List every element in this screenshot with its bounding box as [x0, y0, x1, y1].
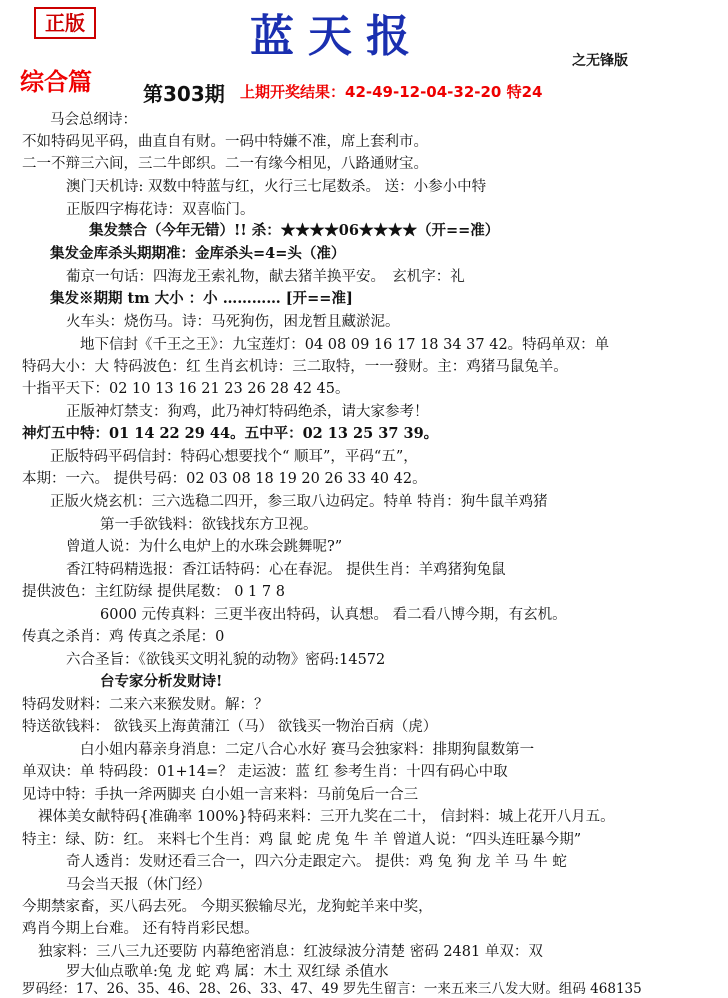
text-line: 澳门天机诗: 双数中特蓝与红，火行三七尾数杀。 送：小参小中特 [66, 179, 487, 195]
text-line: 马会总纲诗： [50, 112, 137, 128]
text-line: 火车头：烧伤马。诗：马死狗伤，困龙暂且藏淤泥。 [66, 314, 400, 330]
last-draw-result: 上期开奖结果：42-49-12-04-32-20 特24 [240, 83, 543, 101]
text-line: 本期：一六。 提供号码：02 03 08 18 19 20 26 33 40 42。 [22, 471, 427, 487]
text-line: 见诗中特：手执一斧两脚夹 白小姐一言来料：马前兔后一合三 [22, 787, 419, 803]
text-line: 正版特码平码信封：特码心想要找个“ 顺耳”，平码“五”， [50, 449, 418, 465]
text-line: 罗大仙点歌单:兔 龙 蛇 鸡 属：木土 双红绿 杀值水 [66, 964, 389, 980]
text-line: 香江特码精选报：香江话特码：心在春泥。 提供生肖：羊鸡猪狗兔鼠 [66, 562, 506, 578]
newspaper-title: 蓝天报 [250, 11, 424, 62]
text-line: 马会当天报（休门经） [66, 877, 211, 893]
text-line: 特主：绿、防：红。 来料七个生肖：鸡 鼠 蛇 虎 兔 牛 羊 曾道人说：“四头连旺暴今期” [22, 832, 582, 848]
text-line: 独家料：三八三九还要防 内幕绝密消息：红波绿波分清楚 密码 2481 单双：双 [38, 944, 543, 960]
issue-number: 第303期 [143, 82, 225, 106]
text-line: 特码发财料：二来六来猴发财。解：？ [22, 697, 269, 713]
text-line: 地下信封《千王之王》：九宝莲灯：04 08 09 16 17 18 34 37 42。特码单双：单 [80, 337, 610, 353]
text-line: 鸡肖今期上台难。 还有特肖彩民想。 [22, 921, 259, 937]
text-line: 今期禁家畜，买八码去死。 今期买猴输尽光，龙狗蛇羊来中奖， [22, 899, 433, 915]
text-line: 传真之杀肖：鸡 传真之杀尾：0 [22, 629, 225, 645]
text-line: 集发禁合（今年无错）!! 杀：★★★★06★★★★（开==准） [89, 222, 500, 239]
text-line: 奇人透肖：发财还看三合一，四六分走跟定六。 提供：鸡 兔 狗 龙 羊 马 牛 蛇 [66, 854, 567, 870]
text-line: 提供波色：主红防绿 提供尾数： 0 1 7 8 [22, 584, 285, 600]
text-line: 正版火烧玄机：三六选稳二四开，参三取八边码定。特单 特肖：狗牛鼠羊鸡猪 [50, 494, 548, 510]
text-line: 白小姐内幕亲身消息：二定八合心水好 赛马会独家料：排期狗鼠数第一 [80, 742, 535, 758]
text-line: 6000 元传真料：三更半夜出特码，认真想。 看二看八博今期，有玄机。 [100, 607, 567, 623]
text-line: 集发※期期 tm 大小 ：小 ………… [开==准] [50, 290, 353, 307]
text-line: 葡京一句话：四海龙王索礼物，献去猪羊换平安。 玄机字：礼 [66, 269, 465, 285]
text-line: 曾道人说：为什么电炉上的水珠会跳舞呢?” [66, 539, 343, 555]
text-line: 单双诀：单 特码段：01+14=？ 走运波：蓝 红 参考生肖：十四有码心中取 [22, 764, 508, 780]
text-line: 裸体美女献特码{准确率 100%}特码来料：三开九奖在二十， 信封料：城上花开八月五。 [38, 809, 615, 825]
publisher-signature: 之无锋版 [572, 53, 628, 69]
text-line: 集发金库杀头期期准：金库杀头=4=头（准） [50, 245, 346, 262]
text-line: 正版神灯禁支：狗鸡，此乃神灯特码绝杀，请大家参考！ [66, 404, 429, 420]
text-line: 神灯五中特：01 14 22 29 44。五中平：02 13 25 37 39。 [22, 425, 439, 442]
text-line: 正版四字梅花诗：双喜临门。 [66, 202, 255, 218]
text-line: 罗码经：17、26、35、46、28、26、33、47、49 罗先生留言：一来五来三八发大财。组码 468135 [22, 981, 642, 997]
text-line: 不如特码见平码，曲直自有财。一码中特嫌不准，席上套利市。 [22, 134, 428, 150]
text-line: 特码大小：大 特码波色：红 生肖玄机诗：三二取特，一一發财。主：鸡猪马鼠兔羊。 [22, 359, 568, 375]
text-line: 特送欲钱料： 欲钱买上海黄蒲江（马） 欲钱买一物治百病（虎） [22, 719, 438, 735]
text-line: 十指平天下：02 10 13 16 21 23 26 28 42 45。 [22, 381, 350, 397]
text-line: 第一手欲钱料：欲钱找东方卫视。 [100, 517, 318, 533]
text-line: 六合圣旨：《欲钱买文明礼貌的动物》密码:14572 [66, 652, 386, 668]
text-line: 台专家分析发财诗! [100, 673, 223, 690]
text-line: 二一不辩三六间，三二牛郎织。二一有缘今相见，八路通财宝。 [22, 156, 428, 172]
section-title: 综合篇 [20, 68, 92, 96]
edition-badge: 正版 [34, 7, 96, 39]
